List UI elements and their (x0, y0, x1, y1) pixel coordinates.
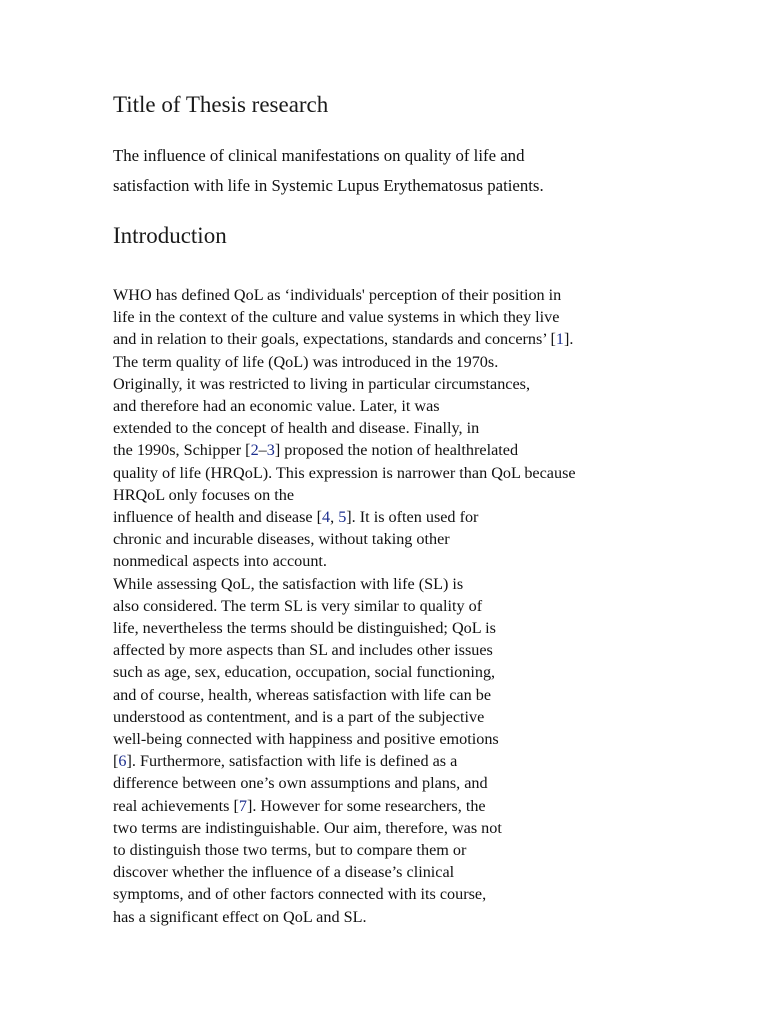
body-text-segment: nonmedical aspects into account. (113, 552, 327, 571)
thesis-title (113, 141, 544, 201)
body-text-segment: , (330, 508, 339, 527)
reference-link[interactable]: 4 (322, 508, 331, 527)
body-text-segment: Originally, it was restricted to living in particular circumstances, (113, 374, 531, 393)
body-line (113, 284, 576, 306)
body-line (113, 506, 576, 528)
body-text-segment: ] proposed the notion of healthrelated (274, 441, 519, 460)
body-line (113, 373, 576, 395)
body-line (113, 306, 576, 328)
body-line (113, 661, 576, 683)
body-line (113, 795, 576, 817)
body-text-segment: life, nevertheless the terms should be distinguished; QoL is (113, 619, 496, 638)
body-line (113, 351, 576, 373)
body-text-segment: and therefore had an economic value. Later, it was (113, 397, 440, 416)
body-text-segment: and in relation to their goals, expectations, standards and concerns’ [ (113, 330, 556, 349)
body-text-segment: extended to the concept of health and disease. Finally, in (113, 419, 480, 438)
thesis-heading: Title of Thesis research (113, 92, 329, 117)
body-text-segment: – (258, 441, 267, 460)
body-line (113, 839, 576, 861)
body-line (113, 439, 576, 461)
body-text-segment: While assessing QoL, the satisfaction with life (SL) is (113, 574, 464, 593)
body-line (113, 328, 576, 350)
body-text-segment: affected by more aspects than SL and includes other issues (113, 641, 493, 660)
body-line (113, 772, 576, 794)
body-text-segment: chronic and incurable diseases, without taking other (113, 530, 450, 549)
body-text-segment: to distinguish those two terms, but to compare them or (113, 841, 467, 860)
reference-link[interactable]: 7 (238, 796, 247, 815)
body-text-segment: quality of life (HRQoL). This expression is narrower than QoL because (113, 463, 576, 482)
body-text-segment: two terms are indistinguishable. Our aim, therefore, was not (113, 818, 502, 837)
body-text-segment: the 1990s, Schipper [ (113, 441, 251, 460)
reference-link[interactable]: 2 (250, 441, 259, 460)
body-line (113, 395, 576, 417)
body-text-segment: symptoms, and of other factors connected with its course, (113, 885, 487, 904)
body-text-segment: discover whether the influence of a disease’s clinical (113, 863, 455, 882)
body-text-segment: real achievements [ (113, 796, 239, 815)
body-text-segment: well-being connected with happiness and positive emotions (113, 730, 499, 749)
body-text-segment: WHO has defined QoL as ‘individuals' perception of their position in (113, 286, 562, 304)
body-line (113, 817, 576, 839)
reference-link[interactable]: 1 (555, 330, 565, 349)
body-line (113, 462, 576, 484)
body-line (113, 706, 576, 728)
body-text-segment: ]. Furthermore, satisfaction with life is defined as a (126, 752, 458, 771)
body-line (113, 417, 576, 439)
body-text-segment: ]. It is often used for (346, 508, 479, 527)
body-text-segment: understood as contentment, and is a part of the subjective (113, 707, 485, 726)
body-line (113, 883, 576, 905)
body-line (113, 550, 576, 572)
body-line (113, 639, 576, 661)
body-line (113, 906, 576, 928)
reference-link[interactable]: 6 (118, 752, 127, 771)
thesis-title-line: The influence of clinical manifestations on quality of life and (113, 146, 525, 165)
body-line (113, 728, 576, 750)
body-text-segment: difference between one’s own assumptions and plans, and (113, 774, 488, 793)
reference-link[interactable]: 5 (338, 508, 347, 527)
body-line (113, 573, 576, 595)
body-text-segment: ]. (564, 330, 574, 349)
body-line (113, 484, 576, 506)
body-text-segment: also considered. The term SL is very similar to quality of (113, 596, 483, 615)
body-text-segment: such as age, sex, education, occupation, social functioning, (113, 663, 496, 682)
body-text-segment: has a significant effect on QoL and SL. (113, 907, 367, 926)
body-line (113, 684, 576, 706)
body-text-segment: The term quality of life (QoL) was introduced in the 1970s. (113, 352, 499, 371)
body-text-segment: [ (113, 752, 119, 771)
body-line (113, 595, 576, 617)
introduction-heading: Introduction (113, 223, 227, 248)
body-text-segment: influence of health and disease [ (113, 508, 322, 527)
body-text-segment: ]. However for some researchers, the (246, 796, 486, 815)
body-text-segment: HRQoL only focuses on the (113, 485, 295, 504)
body-line (113, 750, 576, 772)
body-line (113, 617, 576, 639)
thesis-title-line: satisfaction with life in Systemic Lupus Erythematosus patients. (113, 176, 544, 195)
introduction-body (113, 284, 576, 928)
reference-link[interactable]: 3 (266, 441, 275, 460)
body-line (113, 528, 576, 550)
body-line (113, 861, 576, 883)
body-text-segment: and of course, health, whereas satisfaction with life can be (113, 685, 492, 704)
body-text-segment: life in the context of the culture and value systems in which they live (113, 308, 560, 327)
